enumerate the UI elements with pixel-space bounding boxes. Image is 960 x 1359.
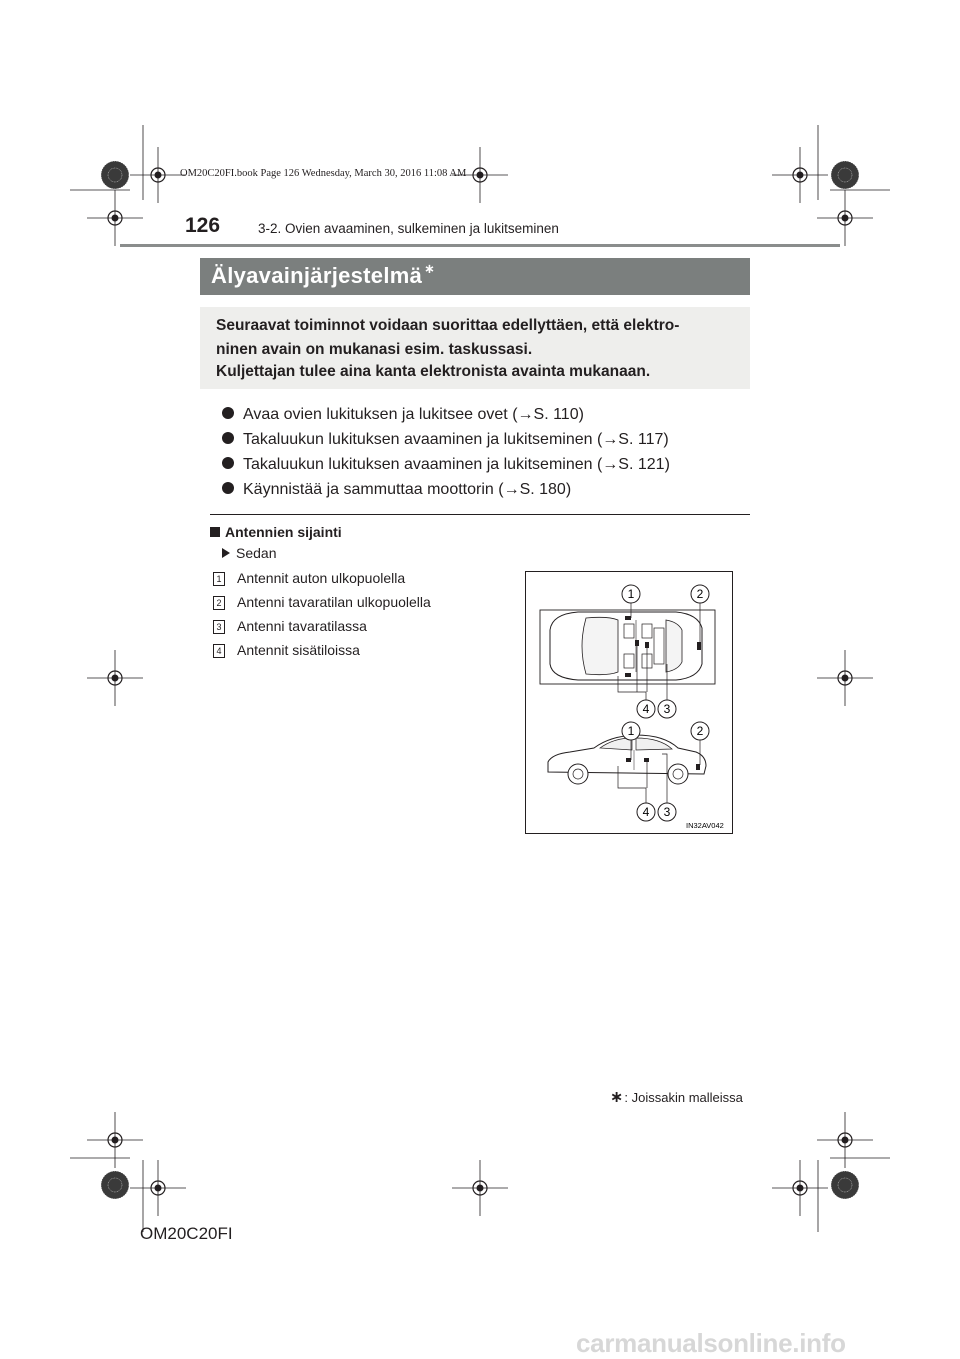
square-bullet-icon [210, 527, 220, 537]
car-diagram [526, 572, 732, 833]
number-badge: 2 [213, 596, 225, 610]
number-badge: 3 [213, 620, 225, 634]
asterisk-icon: ∗ [610, 1089, 624, 1106]
intro-line: Seuraavat toiminnot voidaan suorittaa edellyttäen, että elektro- [216, 317, 680, 334]
callout-label: 3 [663, 702, 671, 716]
asterisk-icon: ∗ [424, 261, 436, 276]
feature-item: Käynnistää ja sammuttaa moottorin (→S. 180) [222, 481, 571, 499]
footnote: ∗: Joissakin malleissa [610, 1089, 743, 1106]
variant-label: Sedan [222, 545, 276, 561]
footer-manual-code: OM20C20FI [140, 1224, 233, 1243]
intro-box [200, 307, 750, 389]
section-title: Älyavainjärjestelmä ∗ [211, 261, 436, 288]
figure-code: IN32AV042 [686, 821, 724, 830]
callout-label: 3 [663, 805, 671, 819]
antenna-legend-item: 4 Antennit sisätiloissa [213, 642, 360, 658]
intro-line: Kuljettajan tulee aina kanta elektronista avainta mukanaan. [216, 363, 651, 380]
callout-label: 1 [627, 724, 635, 738]
antenna-location-figure [525, 571, 733, 834]
antenna-legend-item: 1 Antennit auton ulkopuolella [213, 570, 405, 586]
chapter-title: 3-2. Ovien avaaminen, sulkeminen ja lukitseminen [258, 221, 559, 236]
feature-item: Takaluukun lukituksen avaaminen ja lukitseminen (→S. 121) [222, 456, 670, 474]
section-divider [210, 514, 750, 515]
triangle-arrow-icon [222, 548, 230, 558]
intro-line: ninen avain on mukanasi esim. taskussasi. [216, 341, 533, 358]
antenna-legend-item: 3 Antenni tavaratilassa [213, 618, 367, 634]
bullet-icon [222, 407, 234, 419]
feature-item: Avaa ovien lukituksen ja lukitsee ovet (→S. 110) [222, 406, 584, 424]
antenna-legend-item: 2 Antenni tavaratilan ulkopuolella [213, 594, 431, 610]
section-title-bar [200, 258, 750, 295]
number-badge: 4 [213, 644, 225, 658]
feature-item: Takaluukun lukituksen avaaminen ja lukitseminen (→S. 117) [222, 431, 669, 449]
bullet-icon [222, 482, 234, 494]
callout-label: 4 [642, 702, 650, 716]
bullet-icon [222, 457, 234, 469]
bullet-icon [222, 432, 234, 444]
book-print-info: OM20C20FI.book Page 126 Wednesday, March 30, 2016 11:08 AM [180, 168, 467, 179]
callout-label: 1 [627, 587, 635, 601]
watermark: carmanualsonline.info [576, 1328, 846, 1358]
callout-label: 2 [696, 587, 704, 601]
callout-label: 2 [696, 724, 704, 738]
number-badge: 1 [213, 572, 225, 586]
header-rule [120, 244, 840, 247]
page-number: 126 [185, 214, 221, 237]
subsection-heading: Antennien sijainti [210, 524, 342, 540]
callout-label: 4 [642, 805, 650, 819]
